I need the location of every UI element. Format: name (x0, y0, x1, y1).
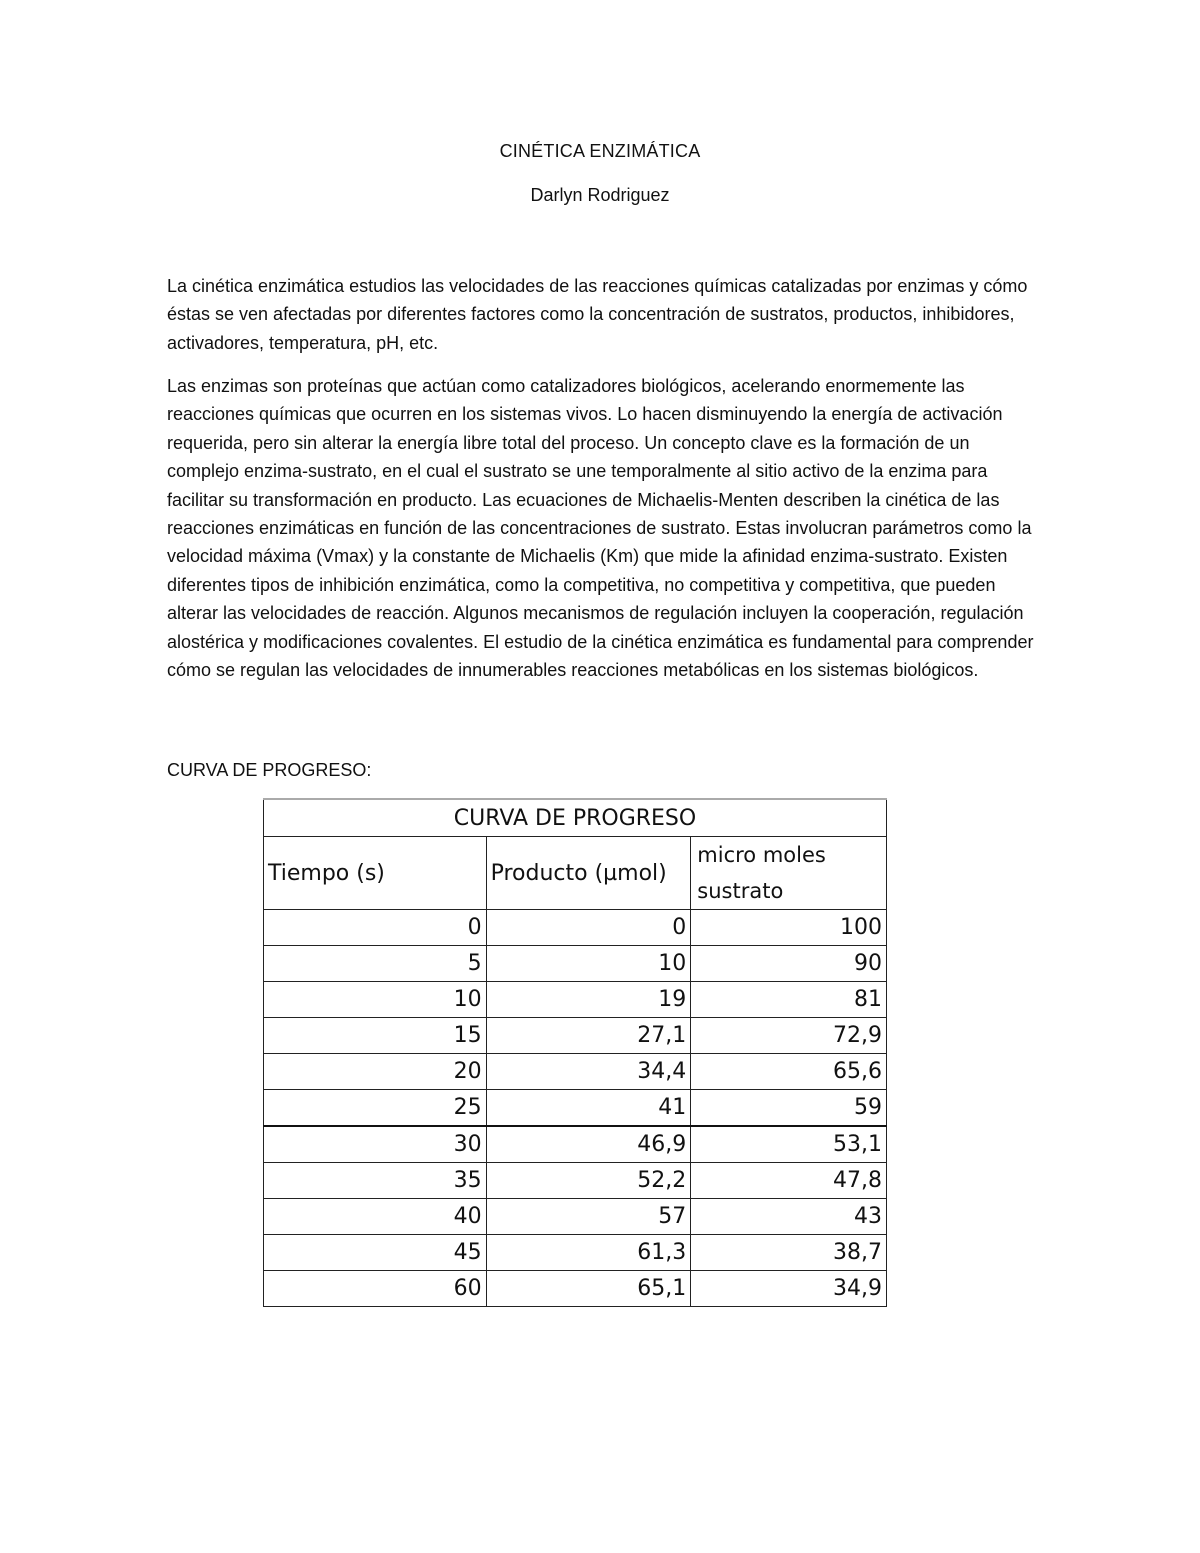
table-row (264, 1235, 887, 1271)
table-row (264, 946, 887, 982)
cell-product: 57 (486, 1199, 691, 1235)
cell-substrate: 81 (691, 982, 887, 1018)
table-row (264, 1199, 887, 1235)
cell-substrate: 65,6 (691, 1054, 887, 1090)
cell-time: 30 (264, 1126, 487, 1163)
header-substrate: micro moles sustrato (691, 837, 887, 910)
cell-time: 40 (264, 1199, 487, 1235)
cell-substrate: 100 (691, 910, 887, 946)
table-caption: CURVA DE PROGRESO (264, 799, 887, 837)
table-caption-row (264, 799, 887, 837)
table-row (264, 1126, 887, 1163)
paragraph-intro: La cinética enzimática estudios las velocidades de las reacciones químicas catalizadas por enzimas y cómo éstas se ven afectadas por diferentes factores como la concentración de sustratos, productos, inhibidores, activadores, temperatura, pH, etc. (167, 276, 1028, 353)
header-product: Producto (µmol) (486, 837, 691, 910)
cell-time: 20 (264, 1054, 487, 1090)
cell-substrate: 47,8 (691, 1163, 887, 1199)
cell-time: 5 (264, 946, 487, 982)
cell-product: 10 (486, 946, 691, 982)
cell-time: 60 (264, 1271, 487, 1307)
cell-substrate: 34,9 (691, 1271, 887, 1307)
table-row (264, 1018, 887, 1054)
cell-time: 25 (264, 1090, 487, 1127)
cell-product: 61,3 (486, 1235, 691, 1271)
table-header-row (264, 837, 887, 910)
paragraph-enzymes: Las enzimas son proteínas que actúan como catalizadores biológicos, acelerando enormemente las reacciones químicas que ocurren en los sistemas vivos. Lo hacen disminuyendo la energía de activación requerida, pero sin alterar la energía libre total del proceso. Un concepto clave es la formación de un complejo enzima-sustrato, en el cual el sustrato se une temporalmente al sitio activo de la enzima para facilitar su transformación en producto. Las ecuaciones de Michaelis-Menten describen la cinética de las reacciones enzimáticas en función de las concentraciones de sustrato. Estas involucran parámetros como la velocidad máxima (Vmax) y la constante de Michaelis (Km) que mide la afinidad enzima-sustrato. Existen diferentes tipos de inhibición enzimática, como la competitiva, no competitiva y competitiva, que pueden alterar las velocidades de reacción. Algunos mecanismos de regulación incluyen la cooperación, regulación alostérica y modificaciones covalentes. El estudio de la cinética enzimática es fundamental para comprender cómo se regulan las velocidades de innumerables reacciones metabólicas en los sistemas biológicos. (167, 376, 1034, 681)
cell-time: 35 (264, 1163, 487, 1199)
table-row (264, 1163, 887, 1199)
cell-substrate: 90 (691, 946, 887, 982)
table-row (264, 1090, 887, 1127)
cell-substrate: 38,7 (691, 1235, 887, 1271)
table-row (264, 982, 887, 1018)
header-time: Tiempo (s) (264, 837, 487, 910)
cell-product: 34,4 (486, 1054, 691, 1090)
progress-curve-table (263, 798, 887, 1307)
cell-product: 41 (486, 1090, 691, 1127)
cell-product: 27,1 (486, 1018, 691, 1054)
cell-product: 52,2 (486, 1163, 691, 1199)
table-row (264, 1271, 887, 1307)
cell-time: 0 (264, 910, 487, 946)
cell-product: 19 (486, 982, 691, 1018)
progress-curve-table-wrapper (263, 798, 887, 1307)
document-author: Darlyn Rodriguez (530, 185, 670, 205)
cell-substrate: 43 (691, 1199, 887, 1235)
section-label-progress-curve: CURVA DE PROGRESO: (167, 760, 372, 780)
table-body (264, 910, 887, 1307)
cell-time: 10 (264, 982, 487, 1018)
table-row (264, 1054, 887, 1090)
cell-product: 0 (486, 910, 691, 946)
cell-substrate: 53,1 (691, 1126, 887, 1163)
table-row (264, 910, 887, 946)
cell-substrate: 72,9 (691, 1018, 887, 1054)
document-title: CINÉTICA ENZIMÁTICA (499, 141, 701, 161)
cell-product: 65,1 (486, 1271, 691, 1307)
cell-substrate: 59 (691, 1090, 887, 1127)
cell-product: 46,9 (486, 1126, 691, 1163)
cell-time: 45 (264, 1235, 487, 1271)
cell-time: 15 (264, 1018, 487, 1054)
